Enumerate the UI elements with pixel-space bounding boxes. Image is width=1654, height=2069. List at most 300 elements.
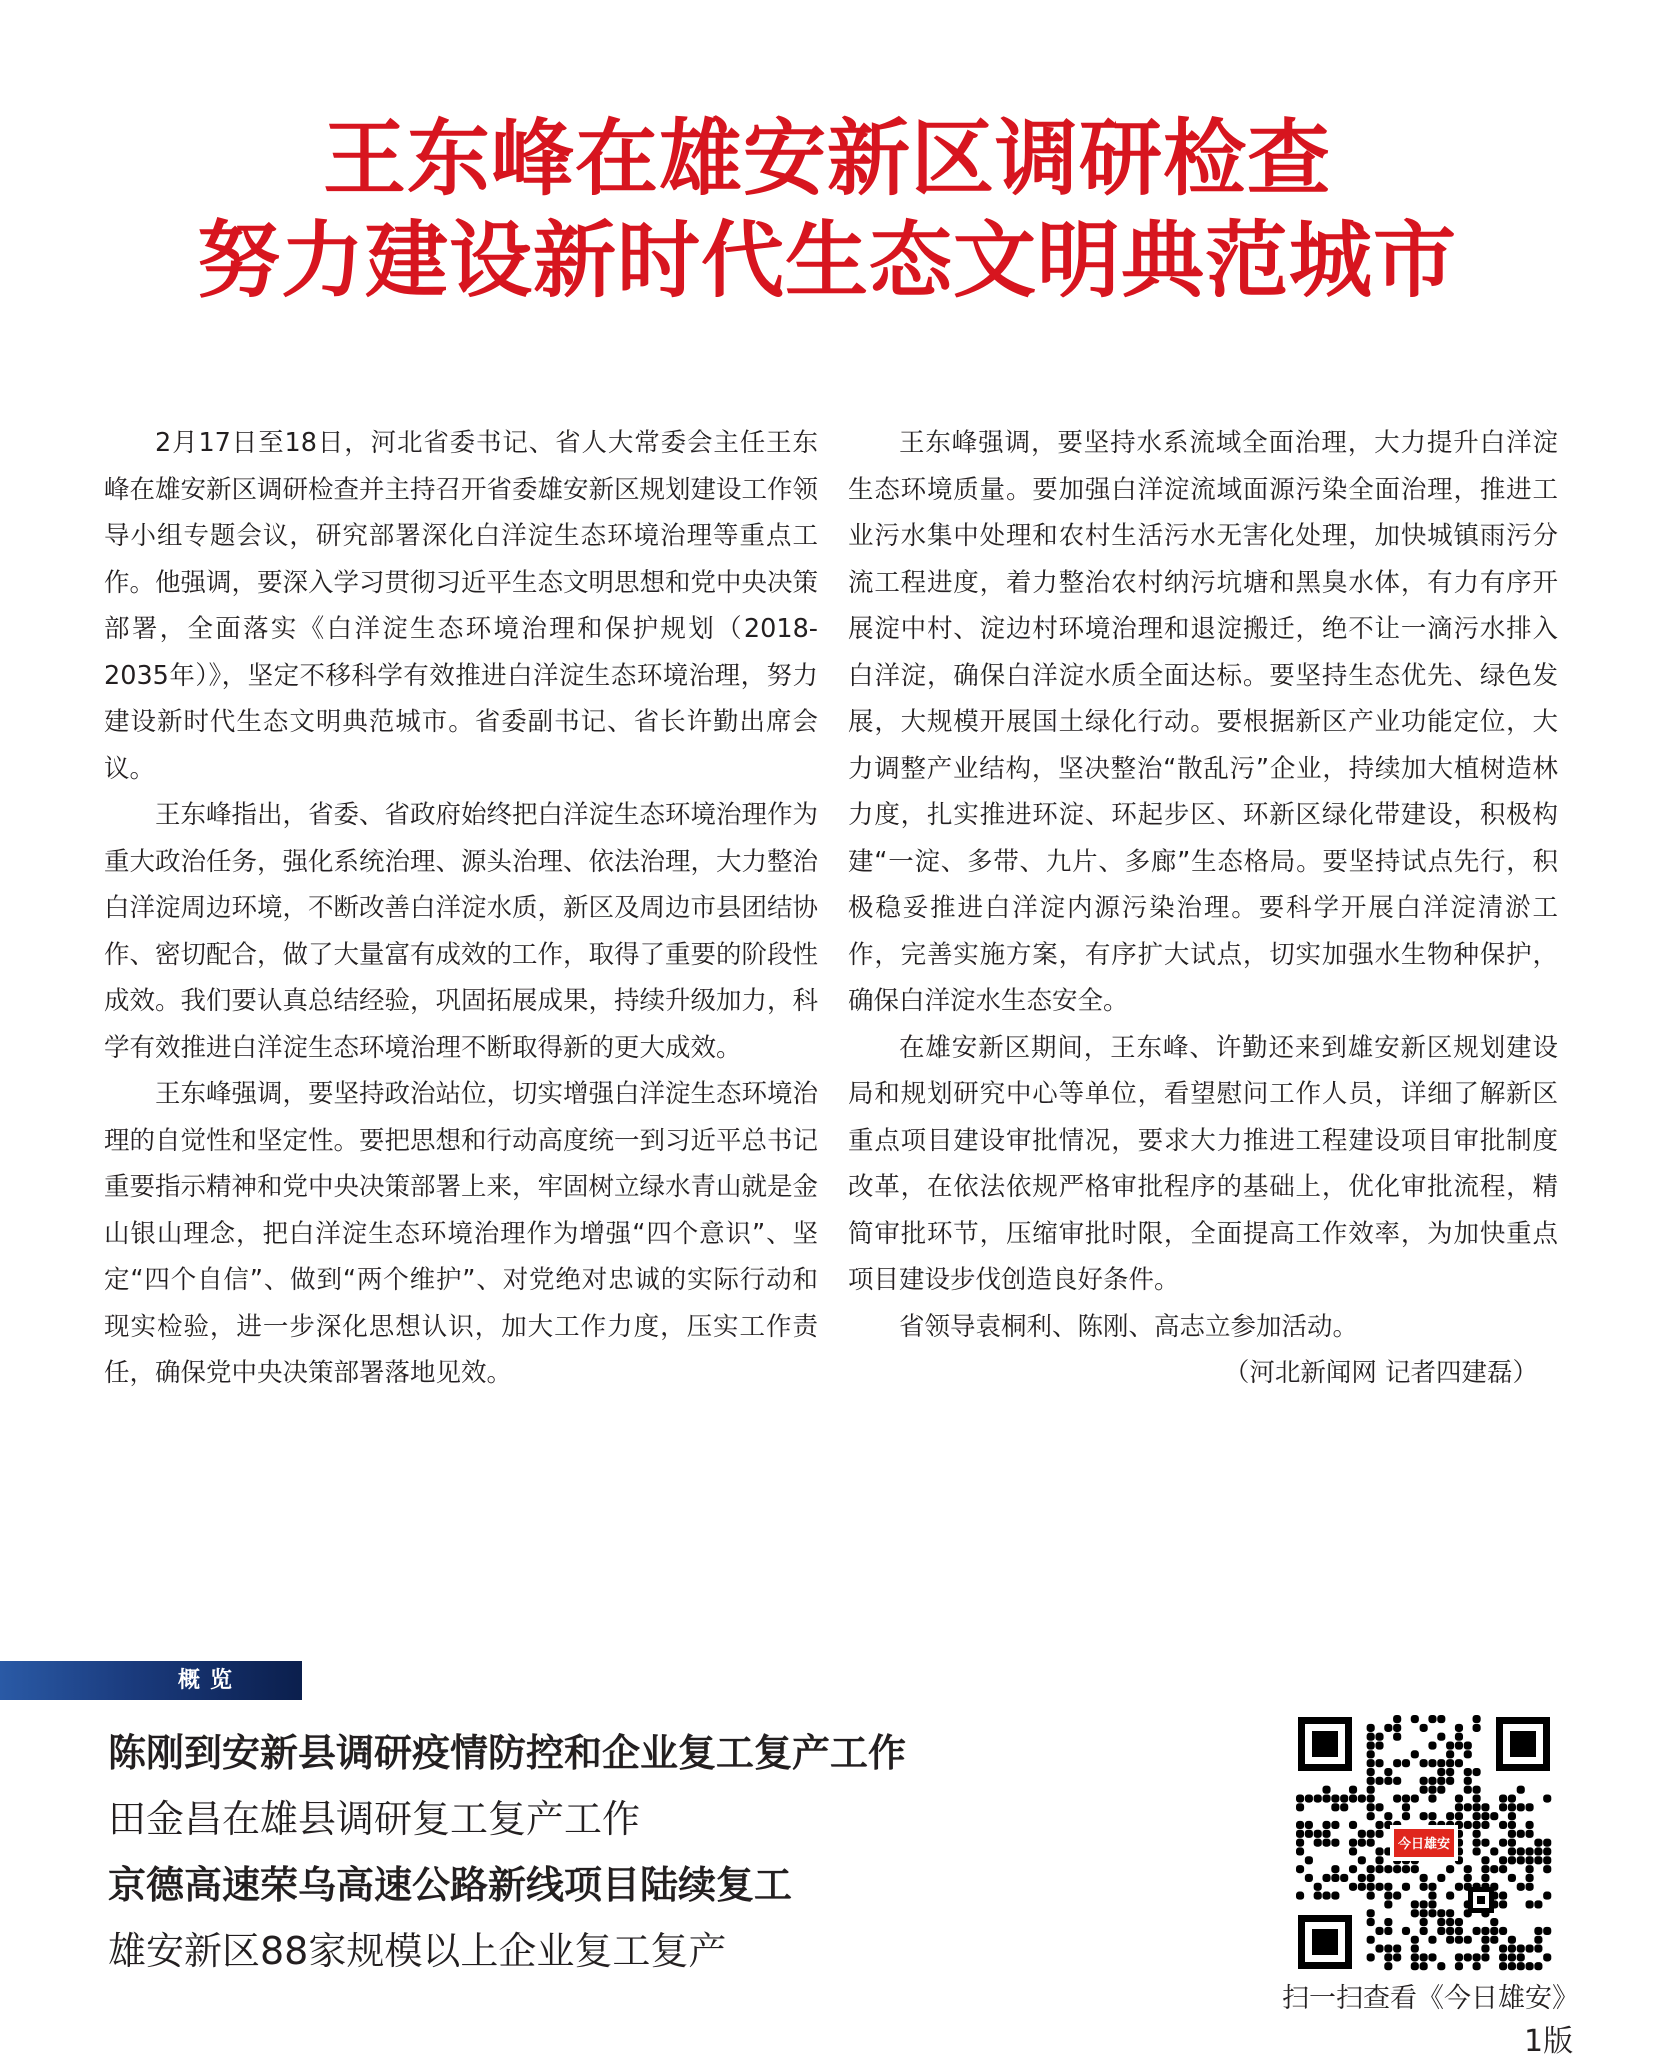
qr-module bbox=[1455, 1733, 1463, 1741]
qr-module bbox=[1367, 1777, 1375, 1785]
qr-module bbox=[1508, 1874, 1516, 1882]
qr-module bbox=[1464, 1750, 1472, 1758]
qr-module bbox=[1393, 1953, 1401, 1961]
qr-module bbox=[1375, 1865, 1383, 1873]
qr-module bbox=[1473, 1724, 1481, 1732]
qr-module bbox=[1420, 1759, 1428, 1767]
qr-module bbox=[1446, 1759, 1454, 1767]
qr-module bbox=[1464, 1821, 1472, 1829]
qr-module bbox=[1481, 1927, 1489, 1935]
qr-module bbox=[1526, 1865, 1534, 1873]
qr-module bbox=[1499, 1865, 1507, 1873]
qr-module bbox=[1393, 1777, 1401, 1785]
qr-module bbox=[1490, 1927, 1498, 1935]
qr-module bbox=[1534, 1900, 1542, 1908]
qr-module bbox=[1384, 1777, 1392, 1785]
qr-module bbox=[1367, 1750, 1375, 1758]
qr-module bbox=[1375, 1856, 1383, 1864]
qr-module bbox=[1428, 1786, 1436, 1794]
qr-module bbox=[1420, 1883, 1428, 1891]
qr-module bbox=[1455, 1724, 1463, 1732]
qr-module bbox=[1340, 1803, 1348, 1811]
qr-module bbox=[1499, 1962, 1507, 1970]
qr-module bbox=[1464, 1936, 1472, 1944]
qr-module bbox=[1437, 1786, 1445, 1794]
qr-module bbox=[1322, 1830, 1330, 1838]
qr-module bbox=[1367, 1936, 1375, 1944]
qr-module bbox=[1420, 1874, 1428, 1882]
qr-module bbox=[1508, 1962, 1516, 1970]
qr-module bbox=[1534, 1945, 1542, 1953]
qr-module bbox=[1384, 1865, 1392, 1873]
qr-module bbox=[1473, 1830, 1481, 1838]
qr-module bbox=[1481, 1936, 1489, 1944]
qr-module bbox=[1375, 1803, 1383, 1811]
article-paragraph-4: 王东峰强调，要坚持水系流域全面治理，大力提升白洋淀生态环境质量。要加强白洋淀流域面源污染全面治理，推进工业污水集中处理和农村生活污水无害化处理，加快城镇雨污分流工程进度，着力整治农村纳污坑塘和黑臭水体，有力有序开展淀中村、淀边村环境治理和退淀搬迁，绝不让一滴污水排入白洋淀，确保白洋淀水质全面达标。要坚持生态优先、绿色发展，大规模开展国土绿化行动。要根据新区产业功能定位，大力调整产业结构，坚决整治“散乱污”企业，持续加大植树造林力度，扎实推进环淀、环起步区、环新区绿化带建设，积极构建“一淀、多带、九片、多廊”生态格局。要坚持试点先行，积极稳妥推进白洋淀内源污染治理。要科学开展白洋淀清淤工作，完善实施方案，有序扩大试点，切实加强水生物种保护，确保白洋淀水生态安全。 bbox=[848, 428, 1558, 1016]
qr-module bbox=[1411, 1945, 1419, 1953]
qr-module bbox=[1473, 1847, 1481, 1855]
qr-module bbox=[1367, 1874, 1375, 1882]
qr-module bbox=[1367, 1839, 1375, 1847]
qr-module bbox=[1481, 1874, 1489, 1882]
qr-module bbox=[1543, 1953, 1551, 1961]
qr-module bbox=[1455, 1962, 1463, 1970]
qr-module bbox=[1411, 1794, 1419, 1802]
qr-module bbox=[1322, 1892, 1330, 1900]
qr-module bbox=[1331, 1874, 1339, 1882]
qr-module bbox=[1473, 1812, 1481, 1820]
article-paragraph-5: 在雄安新区期间，王东峰、许勤还来到雄安新区规划建设局和规划研究中心等单位，看望慰问工作人员，详细了解新区重点项目建设审批情况，要求大力推进工程建设项目审批制度改革，在依法依规严格审批程序的基础上，优化审批流程，精简审批环节，压缩审批时限，全面提高工作效率，为加快重点项目建设步伐创造良好条件。 bbox=[848, 1032, 1558, 1295]
qr-module bbox=[1349, 1839, 1357, 1847]
qr-module bbox=[1367, 1830, 1375, 1838]
qr-module bbox=[1384, 1927, 1392, 1935]
article-paragraph-6: 省领导袁桐利、陈刚、高志立参加活动。 bbox=[899, 1311, 1359, 1342]
qr-module bbox=[1349, 1821, 1357, 1829]
headline-2 bbox=[0, 210, 1654, 310]
qr-module bbox=[1367, 1918, 1375, 1926]
qr-module bbox=[1393, 1892, 1401, 1900]
qr-module bbox=[1384, 1768, 1392, 1776]
qr-module bbox=[1349, 1794, 1357, 1802]
qr-module bbox=[1517, 1847, 1525, 1855]
qr-module bbox=[1367, 1794, 1375, 1802]
qr-module bbox=[1464, 1777, 1472, 1785]
qr-module bbox=[1481, 1839, 1489, 1847]
qr-module bbox=[1393, 1733, 1401, 1741]
qr-module bbox=[1446, 1812, 1454, 1820]
qr-module bbox=[1526, 1874, 1534, 1882]
qr-module bbox=[1455, 1936, 1463, 1944]
qr-module bbox=[1437, 1918, 1445, 1926]
qr-module bbox=[1367, 1759, 1375, 1767]
qr-module bbox=[1428, 1741, 1436, 1749]
qr-module bbox=[1455, 1927, 1463, 1935]
qr-module bbox=[1367, 1786, 1375, 1794]
qr-module bbox=[1508, 1794, 1516, 1802]
qr-module bbox=[1375, 1741, 1383, 1749]
qr-module bbox=[1305, 1794, 1313, 1802]
qr-module bbox=[1322, 1794, 1330, 1802]
qr-module bbox=[1437, 1768, 1445, 1776]
qr-module bbox=[1473, 1927, 1481, 1935]
qr-module bbox=[1375, 1777, 1383, 1785]
qr-module bbox=[1349, 1786, 1357, 1794]
qr-module bbox=[1446, 1777, 1454, 1785]
qr-module bbox=[1367, 1803, 1375, 1811]
qr-module bbox=[1490, 1865, 1498, 1873]
qr-module bbox=[1428, 1892, 1436, 1900]
qr-module bbox=[1420, 1900, 1428, 1908]
qr-module bbox=[1481, 1865, 1489, 1873]
article-paragraph-3: 王东峰强调，要坚持政治站位，切实增强白洋淀生态环境治理的自觉性和坚定性。要把思想和行动高度统一到习近平总书记重要指示精神和党中央决策部署上来，牢固树立绿水青山就是金山银山理念，把白洋淀生态环境治理作为增强“四个意识”、坚定“四个自信”、做到“两个维护”、对党绝对忠诚的实际行动和现实检验，进一步深化思想认识，加大工作力度，压实工作责任，确保党中央决策部署落地见效。 bbox=[104, 1079, 819, 1388]
summary-item[interactable]: 田金昌在雄县调研复工复产工作 bbox=[108, 1797, 641, 1841]
qr-module bbox=[1526, 1821, 1534, 1829]
qr-module bbox=[1428, 1715, 1436, 1723]
qr-module bbox=[1437, 1715, 1445, 1723]
qr-module bbox=[1508, 1856, 1516, 1864]
qr-module bbox=[1358, 1874, 1366, 1882]
qr-module bbox=[1375, 1927, 1383, 1935]
qr-module bbox=[1393, 1865, 1401, 1873]
qr-module bbox=[1411, 1936, 1419, 1944]
qr-logo-text: 今日雄安 bbox=[1397, 1837, 1451, 1852]
qr-module bbox=[1322, 1874, 1330, 1882]
qr-module bbox=[1411, 1715, 1419, 1723]
qr-module bbox=[1296, 1839, 1304, 1847]
qr-module bbox=[1296, 1830, 1304, 1838]
qr-module bbox=[1367, 1812, 1375, 1820]
qr-module bbox=[1384, 1962, 1392, 1970]
qr-module bbox=[1499, 1856, 1507, 1864]
qr-module bbox=[1517, 1856, 1525, 1864]
qr-module bbox=[1358, 1883, 1366, 1891]
qr-module bbox=[1499, 1803, 1507, 1811]
qr-module bbox=[1517, 1945, 1525, 1953]
qr-module bbox=[1526, 1962, 1534, 1970]
qr-module bbox=[1534, 1962, 1542, 1970]
qr-module bbox=[1420, 1909, 1428, 1917]
qr-module bbox=[1446, 1918, 1454, 1926]
qr-module bbox=[1481, 1856, 1489, 1864]
qr-module bbox=[1490, 1847, 1498, 1855]
qr-module bbox=[1314, 1883, 1322, 1891]
qr-module bbox=[1428, 1777, 1436, 1785]
qr-module bbox=[1526, 1900, 1534, 1908]
qr-module bbox=[1420, 1777, 1428, 1785]
qr-module bbox=[1314, 1794, 1322, 1802]
qr-module bbox=[1508, 1830, 1516, 1838]
qr-module bbox=[1534, 1936, 1542, 1944]
qr-module bbox=[1455, 1803, 1463, 1811]
qr-module bbox=[1384, 1945, 1392, 1953]
qr-module bbox=[1375, 1847, 1383, 1855]
qr-module bbox=[1331, 1892, 1339, 1900]
qr-module bbox=[1358, 1856, 1366, 1864]
qr-module bbox=[1305, 1821, 1313, 1829]
qr-module bbox=[1437, 1777, 1445, 1785]
qr-module bbox=[1349, 1847, 1357, 1855]
qr-module bbox=[1305, 1874, 1313, 1882]
qr-module bbox=[1393, 1715, 1401, 1723]
qr-module bbox=[1340, 1794, 1348, 1802]
headline bbox=[0, 108, 1654, 208]
qr-module bbox=[1428, 1812, 1436, 1820]
qr-module bbox=[1384, 1953, 1392, 1961]
qr-module bbox=[1420, 1962, 1428, 1970]
qr-module bbox=[1375, 1759, 1383, 1767]
qr-module bbox=[1331, 1865, 1339, 1873]
qr-module bbox=[1411, 1953, 1419, 1961]
qr-module bbox=[1384, 1918, 1392, 1926]
qr-module bbox=[1367, 1724, 1375, 1732]
qr-module bbox=[1455, 1918, 1463, 1926]
qr-module bbox=[1446, 1768, 1454, 1776]
qr-module bbox=[1455, 1741, 1463, 1749]
section-label: 概览 bbox=[178, 1668, 243, 1693]
qr-module bbox=[1428, 1883, 1436, 1891]
qr-module bbox=[1446, 1927, 1454, 1935]
qr-module bbox=[1367, 1909, 1375, 1917]
qr-module bbox=[1517, 1883, 1525, 1891]
qr-module bbox=[1367, 1892, 1375, 1900]
qr-module bbox=[1367, 1953, 1375, 1961]
qr-module bbox=[1499, 1927, 1507, 1935]
qr-module bbox=[1437, 1909, 1445, 1917]
qr-module bbox=[1420, 1953, 1428, 1961]
qr-module bbox=[1473, 1962, 1481, 1970]
qr-module bbox=[1543, 1839, 1551, 1847]
qr-module bbox=[1446, 1750, 1454, 1758]
qr-caption: 扫一扫查看《今日雄安》 bbox=[1282, 1983, 1579, 2014]
qr-module bbox=[1314, 1892, 1322, 1900]
qr-module bbox=[1393, 1945, 1401, 1953]
qr-module bbox=[1428, 1953, 1436, 1961]
qr-module bbox=[1455, 1953, 1463, 1961]
qr-module bbox=[1543, 1847, 1551, 1855]
qr-module bbox=[1331, 1803, 1339, 1811]
qr-module bbox=[1384, 1900, 1392, 1908]
qr-module bbox=[1464, 1768, 1472, 1776]
qr-module bbox=[1420, 1927, 1428, 1935]
qr-module bbox=[1411, 1865, 1419, 1873]
qr-module bbox=[1437, 1962, 1445, 1970]
qr-module bbox=[1473, 1794, 1481, 1802]
qr-module bbox=[1534, 1927, 1542, 1935]
qr-module bbox=[1499, 1794, 1507, 1802]
qr-module bbox=[1526, 1883, 1534, 1891]
qr-module bbox=[1526, 1856, 1534, 1864]
qr-module bbox=[1534, 1847, 1542, 1855]
qr-module bbox=[1296, 1794, 1304, 1802]
qr-module bbox=[1490, 1812, 1498, 1820]
qr-module bbox=[1367, 1883, 1375, 1891]
qr-module bbox=[1428, 1900, 1436, 1908]
qr-module bbox=[1499, 1839, 1507, 1847]
qr-module bbox=[1499, 1892, 1507, 1900]
qr-module bbox=[1543, 1856, 1551, 1864]
qr-module bbox=[1473, 1768, 1481, 1776]
qr-module bbox=[1375, 1830, 1383, 1838]
qr-module bbox=[1296, 1847, 1304, 1855]
qr-module bbox=[1411, 1900, 1419, 1908]
qr-module bbox=[1314, 1839, 1322, 1847]
qr-module bbox=[1499, 1821, 1507, 1829]
qr-module bbox=[1455, 1794, 1463, 1802]
qr-module bbox=[1473, 1953, 1481, 1961]
qr-module bbox=[1420, 1786, 1428, 1794]
article-paragraph-1: 2月17日至18日，河北省委书记、省人大常委会主任王东峰在雄安新区调研检查并主持召开省委雄安新区规划建设工作领导小组专题会议，研究部署深化白洋淀生态环境治理等重点工作。他强调，要深入学习贯彻习近平生态文明思想和党中央决策部署，全面落实《白洋淀生态环境治理和保护规划（2018-2035年）》，坚定不移科学有效推进白洋淀生态环境治理，努力建设新时代生态文明典范城市。省委副书记、省长许勤出席会议。 bbox=[104, 428, 819, 784]
summary-item[interactable]: 京德高速荣乌高速公路新线项目陆续复工 bbox=[108, 1863, 793, 1907]
qr-module bbox=[1437, 1927, 1445, 1935]
qr-module bbox=[1517, 1962, 1525, 1970]
qr-module bbox=[1296, 1803, 1304, 1811]
qr-module bbox=[1517, 1830, 1525, 1838]
qr-module bbox=[1534, 1856, 1542, 1864]
qr-module bbox=[1517, 1803, 1525, 1811]
qr-module bbox=[1349, 1865, 1357, 1873]
qr-module bbox=[1428, 1794, 1436, 1802]
qr-module bbox=[1481, 1803, 1489, 1811]
qr-module bbox=[1331, 1839, 1339, 1847]
page-number: 1版 bbox=[1524, 2024, 1574, 2059]
qr-module bbox=[1508, 1847, 1516, 1855]
qr-module bbox=[1384, 1724, 1392, 1732]
qr-module bbox=[1526, 1945, 1534, 1953]
qr-module bbox=[1437, 1759, 1445, 1767]
qr-module bbox=[1508, 1821, 1516, 1829]
qr-module bbox=[1508, 1803, 1516, 1811]
qr-module bbox=[1340, 1874, 1348, 1882]
qr-module bbox=[1446, 1936, 1454, 1944]
qr-module bbox=[1473, 1839, 1481, 1847]
qr-module bbox=[1384, 1812, 1392, 1820]
qr-module bbox=[1499, 1945, 1507, 1953]
qr-module bbox=[1473, 1821, 1481, 1829]
qr-module bbox=[1464, 1874, 1472, 1882]
qr-module bbox=[1402, 1812, 1410, 1820]
qr-module bbox=[1322, 1839, 1330, 1847]
qr-module bbox=[1490, 1936, 1498, 1944]
qr-module bbox=[1358, 1839, 1366, 1847]
section-bar bbox=[0, 1661, 302, 1700]
qr-module bbox=[1375, 1883, 1383, 1891]
qr-module bbox=[1367, 1741, 1375, 1749]
qr-module bbox=[1367, 1768, 1375, 1776]
qr-module bbox=[1358, 1794, 1366, 1802]
qr-module bbox=[1464, 1953, 1472, 1961]
qr-module bbox=[1490, 1918, 1498, 1926]
qr-module bbox=[1428, 1909, 1436, 1917]
qr-code-icon[interactable] bbox=[1296, 1715, 1552, 1971]
qr-module bbox=[1367, 1733, 1375, 1741]
summary-list bbox=[108, 1720, 906, 1984]
headline-line-1: 王东峰在雄安新区调研检查 bbox=[323, 109, 1331, 207]
qr-module bbox=[1314, 1830, 1322, 1838]
qr-module bbox=[1296, 1892, 1304, 1900]
summary-item[interactable]: 雄安新区88家规模以上企业复工复产 bbox=[108, 1929, 727, 1973]
qr-module bbox=[1526, 1803, 1534, 1811]
qr-module bbox=[1322, 1786, 1330, 1794]
qr-module bbox=[1393, 1759, 1401, 1767]
qr-module bbox=[1481, 1953, 1489, 1961]
qr-module bbox=[1446, 1892, 1454, 1900]
qr-module bbox=[1393, 1794, 1401, 1802]
article-column-left bbox=[104, 420, 818, 1397]
article-paragraph-2: 王东峰指出，省委、省政府始终把白洋淀生态环境治理作为重大政治任务，强化系统治理、源头治理、依法治理，大力整治白洋淀周边环境，不断改善白洋淀水质，新区及周边市县团结协作、密切配合，做了大量富有成效的工作，取得了重要的阶段性成效。我们要认真总结经验，巩固拓展成果，持续升级加力，科学有效推进白洋淀生态环境治理不断取得新的更大成效。 bbox=[104, 800, 819, 1063]
qr-module bbox=[1375, 1733, 1383, 1741]
qr-module bbox=[1305, 1830, 1313, 1838]
qr-module bbox=[1384, 1883, 1392, 1891]
qr-module bbox=[1455, 1759, 1463, 1767]
headline-line-2: 努力建设新时代生态文明典范城市 bbox=[197, 211, 1457, 309]
qr-module bbox=[1375, 1821, 1383, 1829]
qr-module bbox=[1543, 1794, 1551, 1802]
qr-module bbox=[1517, 1953, 1525, 1961]
qr-module bbox=[1534, 1839, 1542, 1847]
qr-module bbox=[1367, 1865, 1375, 1873]
qr-module bbox=[1384, 1892, 1392, 1900]
qr-module bbox=[1526, 1830, 1534, 1838]
qr-module bbox=[1517, 1786, 1525, 1794]
qr-module bbox=[1375, 1945, 1383, 1953]
qr-module bbox=[1473, 1715, 1481, 1723]
qr-module bbox=[1420, 1918, 1428, 1926]
qr-module bbox=[1437, 1874, 1445, 1882]
qr-module bbox=[1543, 1892, 1551, 1900]
summary-item[interactable]: 陈刚到安新县调研疫情防控和企业复工复产工作 bbox=[108, 1731, 907, 1775]
qr-module bbox=[1331, 1821, 1339, 1829]
qr-module bbox=[1464, 1741, 1472, 1749]
qr-module bbox=[1411, 1750, 1419, 1758]
qr-module bbox=[1481, 1812, 1489, 1820]
qr-module bbox=[1481, 1821, 1489, 1829]
qr-module bbox=[1455, 1883, 1463, 1891]
qr-module bbox=[1508, 1839, 1516, 1847]
qr-module bbox=[1402, 1927, 1410, 1935]
qr-module bbox=[1402, 1759, 1410, 1767]
qr-module bbox=[1499, 1900, 1507, 1908]
qr-module bbox=[1464, 1803, 1472, 1811]
qr-module bbox=[1402, 1883, 1410, 1891]
qr-module bbox=[1393, 1724, 1401, 1732]
qr-module bbox=[1446, 1865, 1454, 1873]
qr-module bbox=[1455, 1812, 1463, 1820]
qr-module bbox=[1296, 1865, 1304, 1873]
qr-module bbox=[1508, 1936, 1516, 1944]
qr-module bbox=[1428, 1936, 1436, 1944]
qr-module bbox=[1543, 1927, 1551, 1935]
qr-module bbox=[1437, 1733, 1445, 1741]
qr-module bbox=[1402, 1803, 1410, 1811]
qr-module bbox=[1411, 1962, 1419, 1970]
qr-module bbox=[1446, 1909, 1454, 1917]
qr-module bbox=[1481, 1945, 1489, 1953]
qr-module bbox=[1402, 1865, 1410, 1873]
qr-module bbox=[1428, 1759, 1436, 1767]
qr-module bbox=[1296, 1821, 1304, 1829]
qr-module bbox=[1464, 1786, 1472, 1794]
qr-module bbox=[1358, 1830, 1366, 1838]
article-column-right bbox=[848, 420, 1558, 1397]
qr-module bbox=[1322, 1821, 1330, 1829]
article-byline: （河北新闻网 记者四建磊） bbox=[1223, 1358, 1538, 1388]
qr-module bbox=[1499, 1953, 1507, 1961]
qr-module bbox=[1464, 1865, 1472, 1873]
qr-module bbox=[1349, 1883, 1357, 1891]
qr-module bbox=[1508, 1812, 1516, 1820]
qr-module bbox=[1543, 1865, 1551, 1873]
qr-module bbox=[1508, 1945, 1516, 1953]
